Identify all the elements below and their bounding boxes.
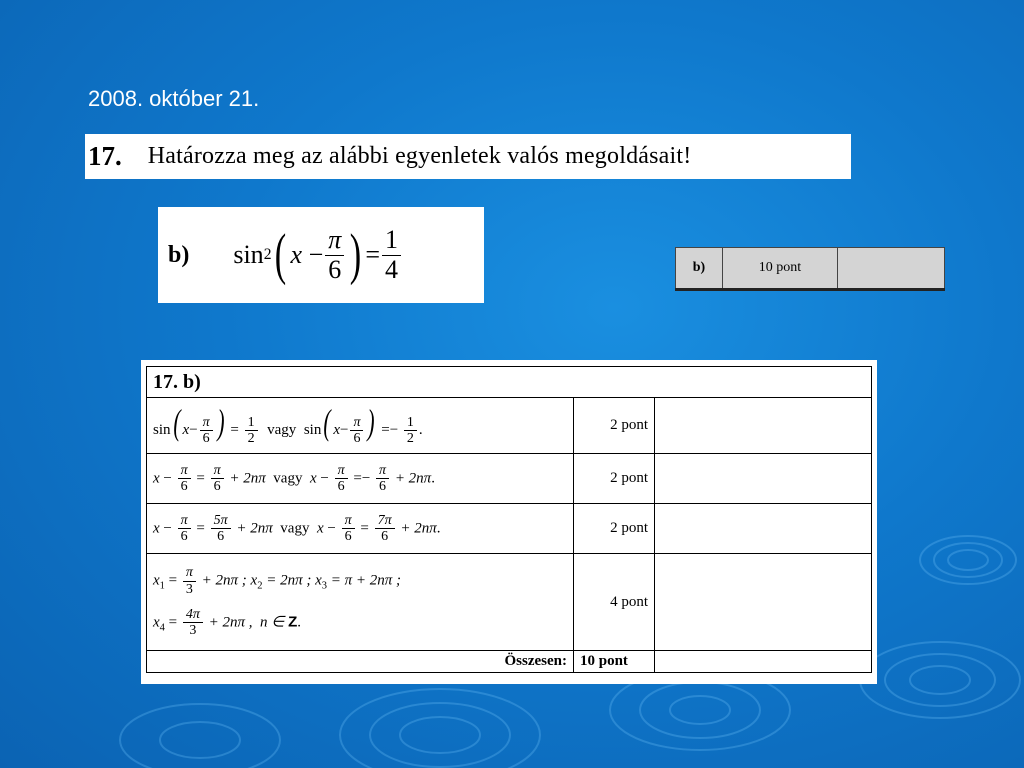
step-notes [655,504,872,554]
total-row [147,651,872,673]
solution-panel [141,360,877,684]
problem-heading [85,134,851,179]
solution-table [146,366,872,673]
equation-math: sin 2 ( x − $\frac{\pi}{6}$ ) = $\frac{1}{4}$ [233,226,403,284]
step-notes [655,454,872,504]
points-table-points: 10 pont [723,248,838,290]
step-points: 2 pont [574,454,655,504]
step-points: 2 pont [574,504,655,554]
problem-instruction: Határozza meg az alábbi egyenletek valós megoldásait! [147,143,692,169]
points-table-blank [838,248,945,290]
table-row [147,504,872,554]
solution-step-1: sin( x− $\frac{\pi}{6}$ ) = $\frac{1}{2}$ vagy sin( x− $\frac{\pi}{6}$ ) =− $\frac{1}{2}$ . [147,398,574,454]
table-row [147,454,872,504]
step-notes [655,398,872,454]
total-notes [655,651,872,673]
table-row [147,554,872,651]
solution-header: 17. b) [147,367,872,398]
solution-step-4: $x_1$ = $\frac{\pi}{3}$ + 2nπ ; $x_2 = 2n\pi$ ; $x_3 = \pi + 2n\pi$ ; $x_4$ = $\frac{4\pi}{3}$ + 2nπ , n ∈ Z. [147,554,574,651]
equation-box [158,207,484,303]
equation-label: b) [168,241,190,268]
solution-step-3: x − $\frac{\pi}{6}$ = $\frac{5\pi}{6}$ + 2nπ vagy x − $\frac{\pi}{6}$ = $\frac{7\pi}{6}$ + 2nπ. [147,504,574,554]
points-table [675,247,945,291]
total-points: 10 pont [574,651,655,673]
table-row [147,398,872,454]
date-label: 2008. október 21. [88,86,260,111]
step-notes [655,554,872,651]
step-points: 4 pont [574,554,655,651]
step-points: 2 pont [574,398,655,454]
total-label: Összesen: [147,651,574,673]
points-table-label: b) [676,248,723,290]
solution-step-2: x − $\frac{\pi}{6}$ = $\frac{\pi}{6}$ + 2nπ vagy x − $\frac{\pi}{6}$ =− $\frac{\pi}{6}$ + 2nπ. [147,454,574,504]
problem-number: 17. [88,141,122,171]
